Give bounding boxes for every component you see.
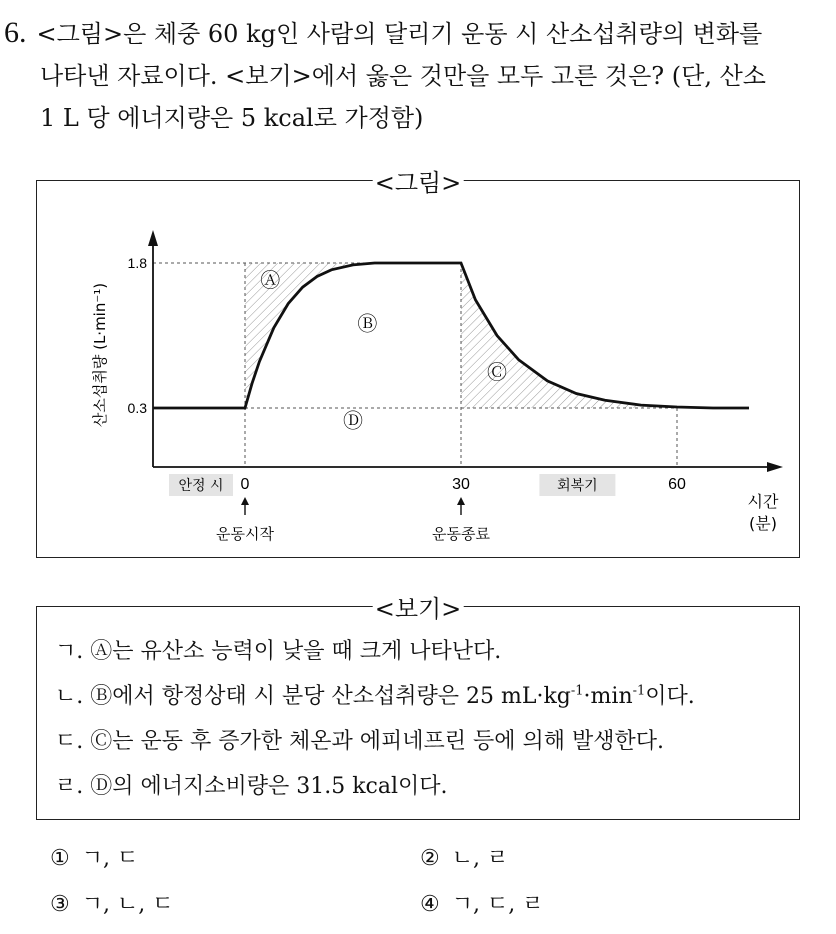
x-tick-label-30: 30 [452,476,470,493]
choice-item [55,764,695,809]
choice-text: ·min [583,684,633,709]
answer-text: ㄱ, ㄷ [81,846,139,871]
recovery-label: 회복기 [557,478,598,494]
question-number: 6. [4,16,27,49]
choice-prefix: ㄴ. [55,684,91,709]
answer-option-4[interactable] [420,882,790,928]
choices-list [55,629,695,809]
answer-options [50,836,810,928]
y-axis-arrow [148,230,158,246]
answer-option-2[interactable] [420,836,790,882]
exercise-end-label: 운동종료 [432,525,490,543]
x-tick-label-60: 60 [668,476,686,493]
answer-mark: ② [420,846,440,871]
figure-box [36,169,800,558]
exercise-start-label: 운동시작 [216,525,274,543]
end-arrow-head [457,497,465,505]
oxygen-uptake-chart [37,181,801,559]
question [4,12,824,139]
y-tick-label-0.3: 0.3 [127,399,147,416]
answer-mark: ③ [50,892,70,917]
choice-superscript: -1 [632,683,646,699]
x-axis-label-unit: (분) [749,514,777,533]
choices-title: <보기> [373,589,464,624]
choice-item [55,719,695,764]
choice-item [55,629,695,674]
choice-prefix: ㄱ. [55,639,91,664]
choice-text: Ⓑ에서 항정상태 시 분당 산소섭취량은 25 mL·kg [90,684,571,709]
region-label-d: Ⓓ [343,408,363,433]
answer-option-1[interactable] [50,836,420,882]
choice-item [55,674,695,719]
figure-title: <그림> [373,163,464,198]
region-label-c: Ⓒ [487,359,507,384]
region-c-hatch [461,263,677,408]
answer-text: ㄱ, ㄴ, ㄷ [81,892,174,917]
question-line-1 [4,12,824,55]
choice-text: 이다. [645,684,695,709]
answer-mark: ④ [420,892,440,917]
choices-box [36,595,800,820]
choice-text: Ⓐ는 유산소 능력이 낮을 때 크게 나타난다. [90,639,502,664]
question-text-3: 1 L 당 에너지량은 5 kcal로 가정함) [40,104,424,132]
answer-text: ㄴ, ㄹ [451,846,509,871]
choice-text: Ⓓ의 에너지소비량은 31.5 kcal이다. [90,774,448,799]
question-text-2: 나타낸 자료이다. <보기>에서 옳은 것만을 모두 고른 것은? (단, 산소 [40,62,766,90]
rest-label: 안정 시 [178,478,224,494]
answer-option-3[interactable] [50,882,420,928]
x-axis-label-time: 시간 [747,492,779,511]
x-tick-label-0: 0 [240,476,250,493]
answer-mark: ① [50,846,70,871]
series-line-oxygen-uptake [153,263,749,408]
region-label-b: Ⓑ [357,311,378,336]
choice-text: Ⓒ는 운동 후 증가한 체온과 에피네프린 등에 의해 발생한다. [90,729,664,754]
x-axis-arrow [767,462,783,472]
answer-text: ㄱ, ㄷ, ㄹ [451,892,544,917]
choice-prefix: ㄹ. [55,774,91,799]
start-arrow-head [241,497,249,505]
choice-superscript: -1 [570,683,584,699]
y-tick-label-1.8: 1.8 [127,254,147,271]
question-text-1: <그림>은 체중 60 kg인 사람의 달리기 운동 시 산소섭취량의 변화를 [36,20,763,48]
y-axis-label: 산소섭취량 (L·min⁻¹) [91,282,109,428]
region-label-a: Ⓐ [260,268,281,293]
choice-prefix: ㄷ. [55,729,91,754]
